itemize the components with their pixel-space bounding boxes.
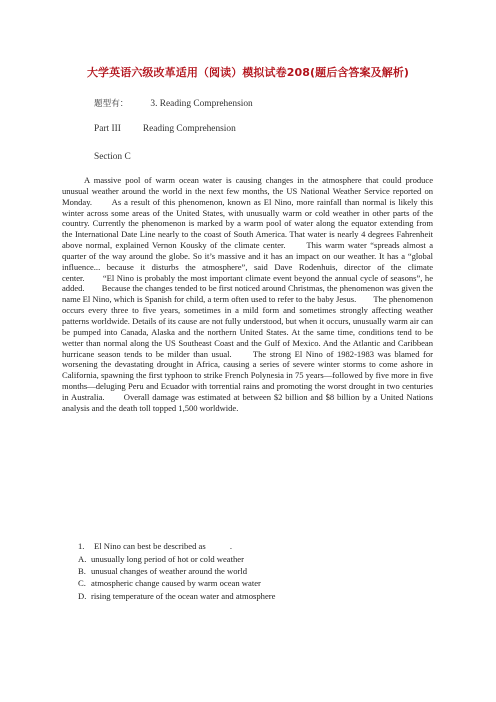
question-type-value: 3. Reading Comprehension	[150, 99, 253, 109]
option-letter: A.	[78, 554, 87, 564]
option-letter: B.	[78, 566, 86, 577]
reading-passage: A massive pool of warm ocean water is causing changes in the atmosphere that could produce unusual weather around the world in the next few months, the US National Weather Service reported on Monday. As a result of this phenomenon, known as El Nino, more rainfall than normal is likely this winter across some areas of the United States, with unusually warm or cold weather in other parts of the country. Currently the phenomenon is marked by a warm pool of water along the equator extending from the International Date Line nearly to the coast of South America. That water is nearly 4 degrees Fahrenheit above normal, explained Vernon Kousky of the climate center. This warm water “spreads almost a quarter of the way around the globe. So it’s massive and it has an impact on our weather. It has a “global influence... because it disturbs the atmosphere”, said Dave Rodenhuis, director of the climate center. “El Nino is probably the most important climate event beyond the annual cycle of seasons”, he added. Because the changes tended to be first noticed around Christmas, the phenomenon was given the name El Nino, which is Spanish for child, a term often used to refer to the baby Jesus. The phenomenon occurs every three to five years, sometimes in a mild form and sometimes strongly affecting weather patterns worldwide. Details of its cause are not fully understood, but when it occurs, unusually warm air can be pumped into Canada, Alaska and the northern United States. At the same time, conditions tend to be wetter than normal along the US Southeast Coast and the Gulf of Mexico. And the Atlantic and Caribbean hurricane season tends to be milder than usual. The strong El Nino of 1982-1983 was blamed for worsening the devastating drought in Africa, causing a series of severe winter storms to come ashore in California, spawning the first typhoon to strike French Polynesia in 75 years—followed by five more in five months—deluging Peru and Ecuador with torrential rains and promoting the worst drought in two centuries in Australia. Overall damage was estimated at between $2 billion and $8 billion by a United Nations analysis and the death toll topped 1,500 worldwide.	[62, 175, 433, 413]
question-number: 1.	[78, 541, 85, 551]
part-value: Reading Comprehension	[142, 124, 236, 134]
option-text: rising temperature of the ocean water and atmosphere	[91, 590, 276, 601]
question-stem	[78, 541, 232, 551]
part-heading	[94, 124, 236, 134]
option-text: unusually long period of hot or cold weather	[91, 554, 244, 564]
question-type-label: 题型有：	[94, 99, 129, 109]
question-end: .	[229, 541, 232, 551]
option-letter: C.	[78, 578, 86, 589]
option-text: atmospheric change caused by warm ocean water	[91, 578, 261, 589]
option-text: unusual changes of weather around the world	[91, 566, 248, 577]
document-title: 大学英语六级改革适用（阅读）模拟试卷208(题后含答案及解析)	[86, 66, 410, 79]
part-label: Part III	[94, 124, 121, 134]
question-type-line	[94, 97, 253, 109]
section-heading: Section C	[94, 152, 131, 162]
option-letter: D.	[78, 590, 87, 601]
answer-options	[78, 553, 275, 602]
option-b[interactable]	[78, 565, 275, 577]
question-text: El Nino can best be described as	[94, 541, 206, 551]
option-d[interactable]	[78, 590, 275, 602]
answer-blank	[208, 548, 230, 549]
option-c[interactable]	[78, 577, 275, 589]
option-a[interactable]	[78, 553, 275, 565]
